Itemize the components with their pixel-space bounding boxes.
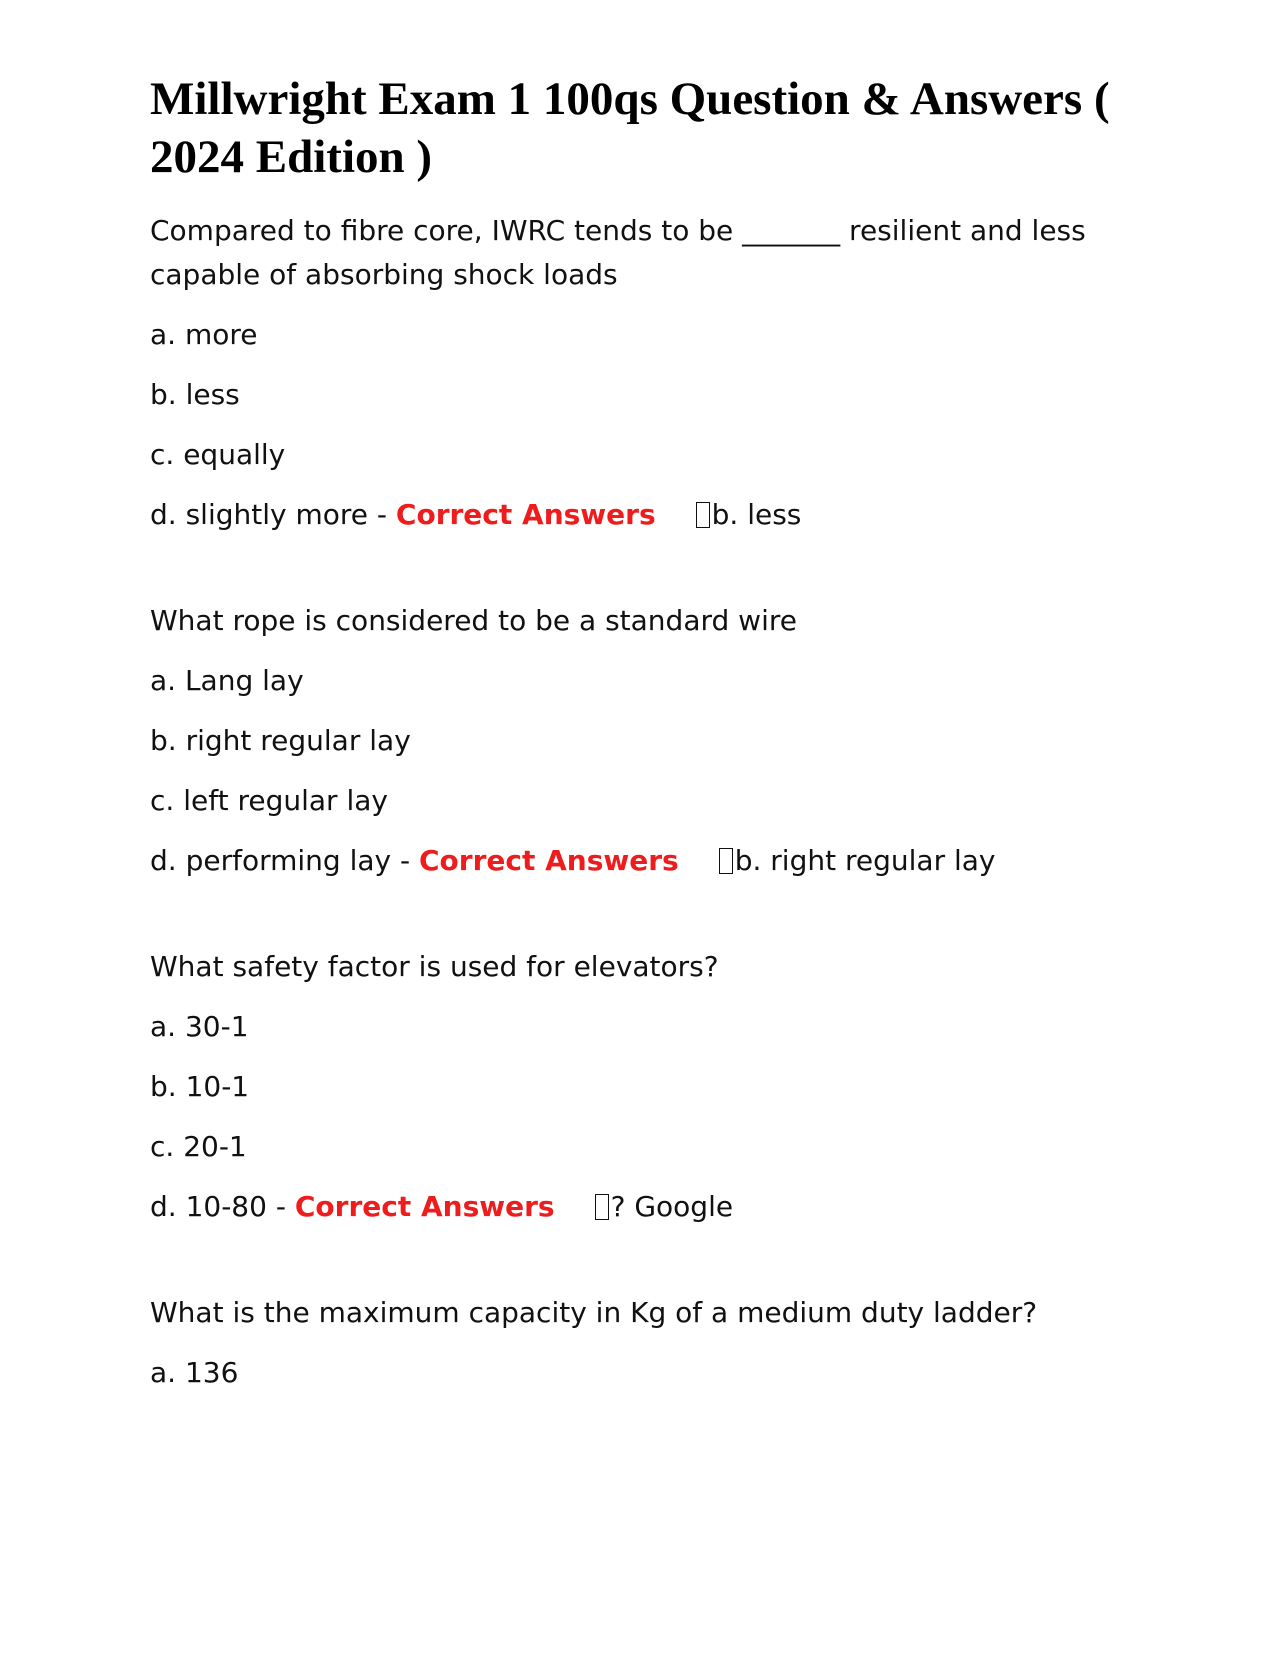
correct-answer-value: b. right regular lay <box>734 844 996 877</box>
separator: - <box>391 844 419 877</box>
correct-answers-label: Correct Answers <box>294 1190 555 1223</box>
answer-option: c. 20-1 <box>150 1130 247 1163</box>
answer-option-with-key <box>150 493 1130 537</box>
answer-option: c. equally <box>150 438 286 471</box>
question-block <box>150 1291 1130 1395</box>
separator: - <box>266 1190 295 1223</box>
correct-answers-label: Correct Answers <box>395 498 656 531</box>
correct-answer-value: ? Google <box>610 1190 734 1223</box>
answer-option: a. 136 <box>150 1356 239 1389</box>
answer-option-with-key <box>150 1185 1130 1229</box>
missing-glyph-box-icon <box>696 502 710 528</box>
document-page <box>150 70 1130 1411</box>
question-text: Compared to fibre core, IWRC tends to be _______ resilient and less capable of absorbing shock loads <box>150 214 1086 291</box>
question-text: What is the maximum capacity in Kg of a medium duty ladder? <box>150 1296 1038 1329</box>
question-block <box>150 599 1130 883</box>
question-text: What safety factor is used for elevators? <box>150 950 719 983</box>
missing-glyph-box-icon <box>595 1194 609 1220</box>
answer-option: c. left regular lay <box>150 784 388 817</box>
correct-answer-value: b. less <box>711 498 802 531</box>
answer-option: a. 30-1 <box>150 1010 249 1043</box>
answer-option-text: d. slightly more <box>150 498 368 531</box>
answer-option: b. right regular lay <box>150 724 411 757</box>
document-title: Millwright Exam 1 100qs Question & Answers ( 2024 Edition ) <box>150 73 1110 183</box>
answer-option-text: d. performing lay <box>150 844 392 877</box>
answer-option-with-key <box>150 839 1130 883</box>
answer-option: a. Lang lay <box>150 664 304 697</box>
answer-option: b. 10-1 <box>150 1070 250 1103</box>
correct-answers-label: Correct Answers <box>418 844 679 877</box>
question-block <box>150 945 1130 1229</box>
missing-glyph-box-icon <box>719 848 733 874</box>
answer-option: b. less <box>150 378 240 411</box>
separator: - <box>368 498 396 531</box>
answer-option: a. more <box>150 318 258 351</box>
answer-option-text: d. 10-80 <box>150 1190 267 1223</box>
question-block <box>150 209 1130 537</box>
question-text: What rope is considered to be a standard wire <box>150 604 797 637</box>
